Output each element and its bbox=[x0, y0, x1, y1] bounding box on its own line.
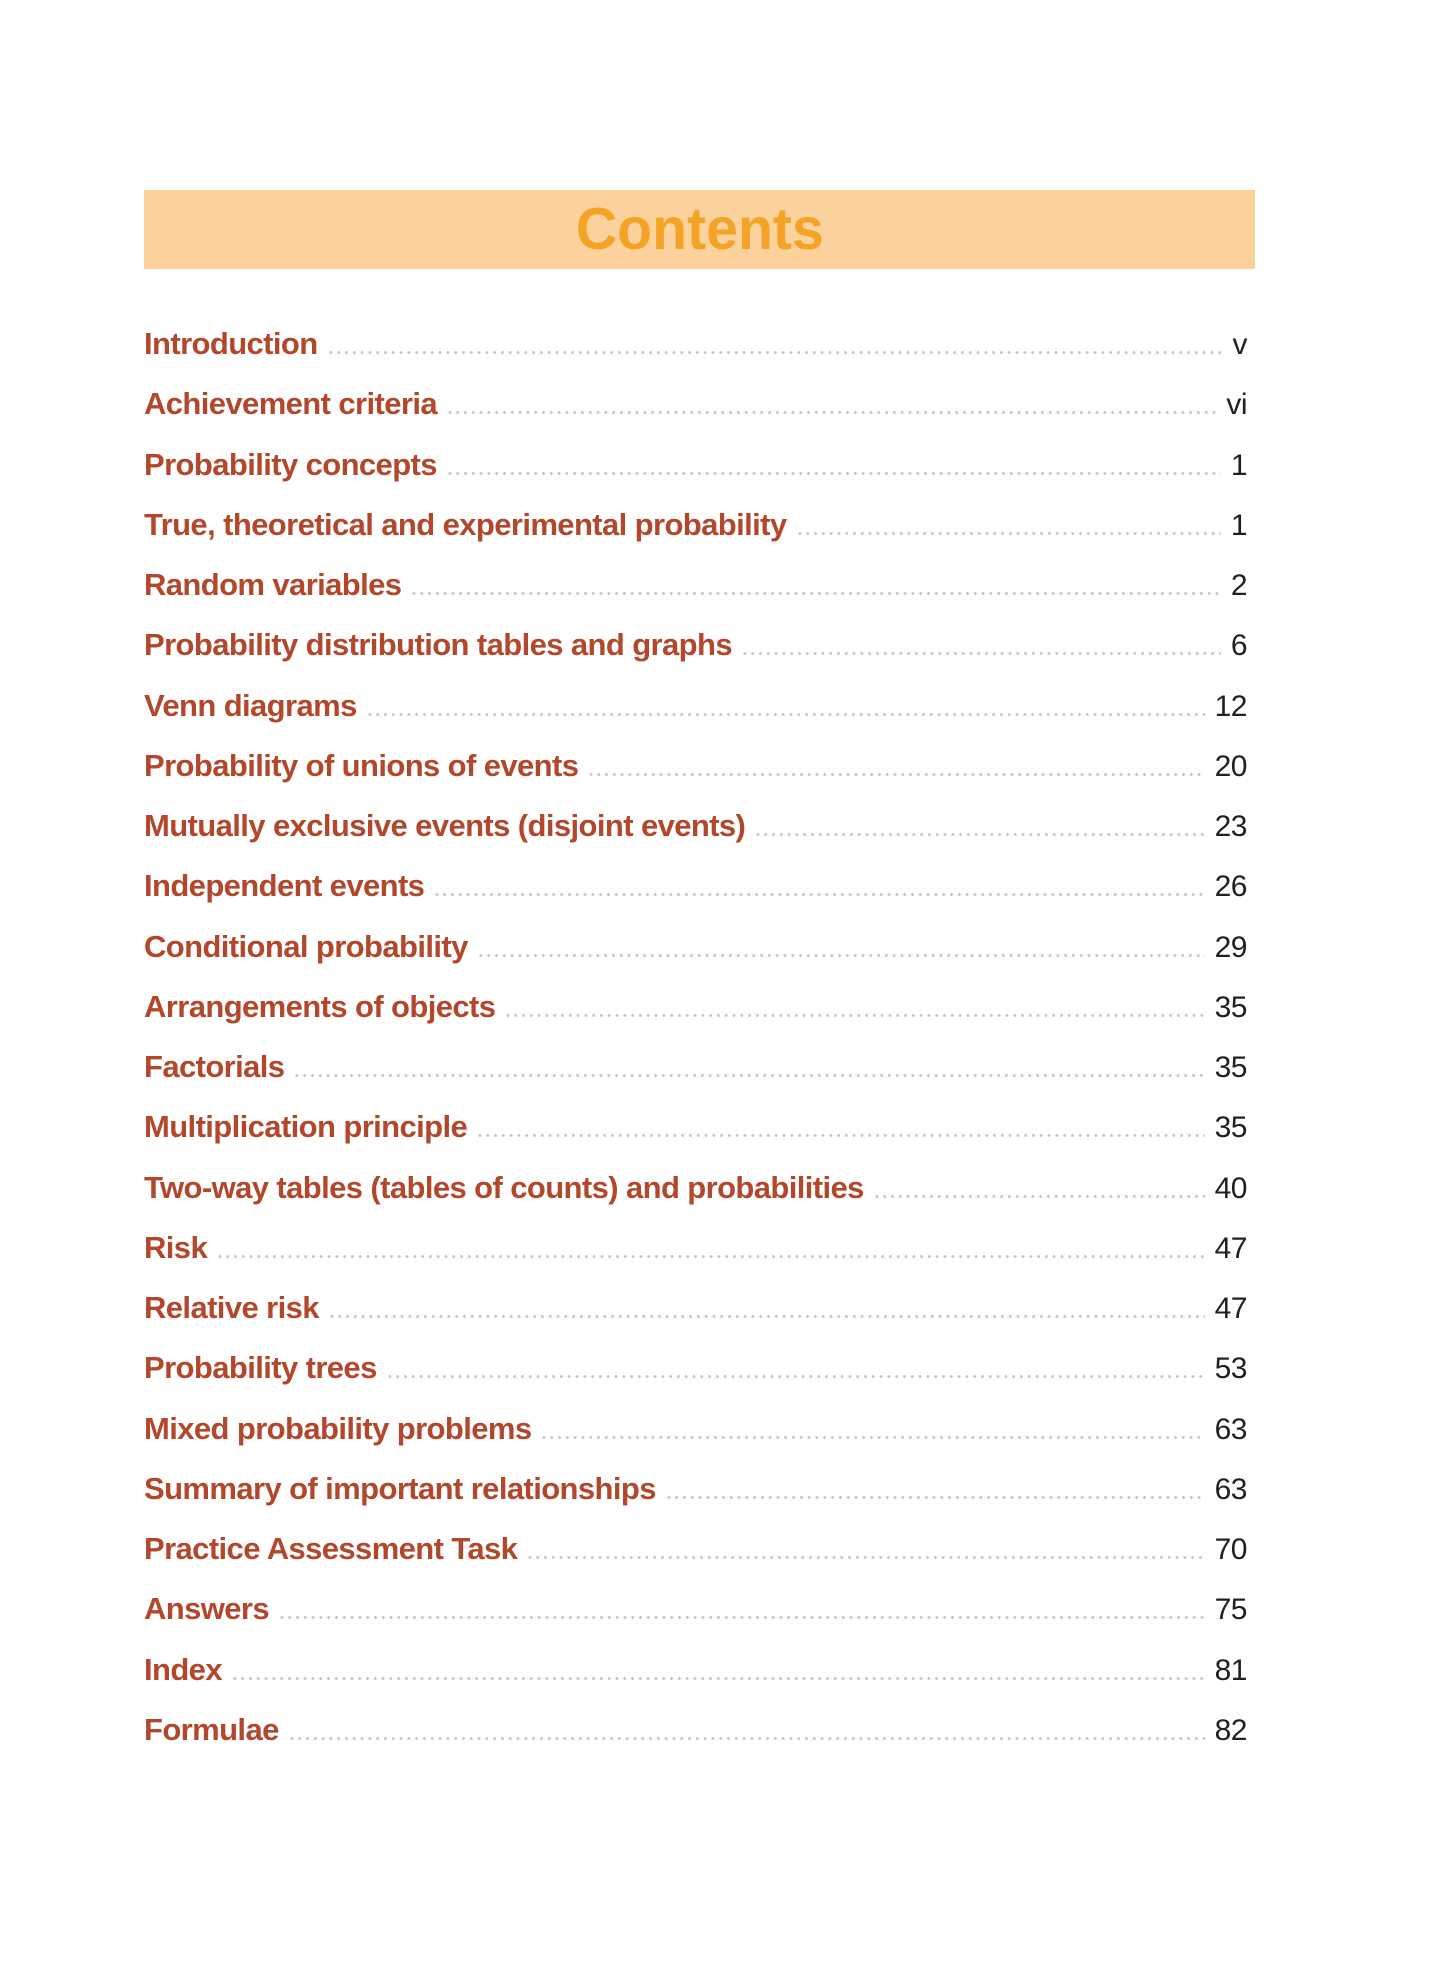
toc-entry-title: Mixed probability problems bbox=[144, 1410, 532, 1446]
toc-entry bbox=[144, 856, 1255, 916]
toc-page-number: 35 bbox=[1214, 1111, 1247, 1145]
toc-entry bbox=[144, 555, 1255, 615]
toc-entry bbox=[144, 374, 1255, 434]
toc-entry bbox=[144, 1097, 1255, 1157]
toc-page-number: 35 bbox=[1214, 990, 1247, 1024]
toc-entry bbox=[144, 314, 1255, 374]
toc-entry bbox=[144, 1700, 1255, 1760]
toc-dotted-leader bbox=[587, 773, 1204, 776]
toc-page-number: 20 bbox=[1214, 749, 1247, 783]
toc-entry-title: Mutually exclusive events (disjoint events) bbox=[144, 808, 746, 843]
toc-entry bbox=[144, 1278, 1255, 1338]
toc-entry-title: Achievement criteria bbox=[144, 386, 437, 422]
toc-page-number: 26 bbox=[1214, 870, 1247, 904]
toc-page-number: 63 bbox=[1214, 1412, 1247, 1446]
toc-page-number: 47 bbox=[1214, 1231, 1247, 1265]
toc-entry-title: Conditional probability bbox=[144, 928, 468, 964]
toc-page-number: 47 bbox=[1214, 1292, 1247, 1325]
toc-dotted-leader bbox=[433, 893, 1204, 896]
toc-page-number: 53 bbox=[1214, 1352, 1247, 1386]
toc-page-number: 12 bbox=[1214, 689, 1247, 723]
toc-entry bbox=[144, 1459, 1255, 1519]
toc-dotted-leader bbox=[796, 532, 1221, 535]
toc-entry-title: Random variables bbox=[144, 567, 402, 602]
toc-entry bbox=[144, 736, 1255, 796]
toc-dotted-leader bbox=[410, 592, 1220, 595]
toc-entry-title: Factorials bbox=[144, 1049, 285, 1084]
toc-page-number: 40 bbox=[1214, 1171, 1247, 1205]
toc-entry bbox=[144, 1158, 1255, 1218]
toc-page-number: 29 bbox=[1214, 930, 1247, 964]
toc-entry bbox=[144, 1399, 1255, 1459]
toc-entry-title: Probability trees bbox=[144, 1350, 377, 1386]
toc-list bbox=[144, 314, 1255, 1760]
toc-entry-title: True, theoretical and experimental probability bbox=[144, 506, 787, 542]
toc-entry-title: Probability distribution tables and graphs bbox=[144, 627, 732, 663]
toc-entry-title: Summary of important relationships bbox=[144, 1470, 656, 1506]
toc-entry-title: Relative risk bbox=[144, 1290, 319, 1325]
toc-dotted-leader bbox=[504, 1014, 1204, 1017]
toc-entry-title: Multiplication principle bbox=[144, 1109, 468, 1145]
toc-page-number: 75 bbox=[1214, 1593, 1247, 1627]
toc-dotted-leader bbox=[665, 1496, 1205, 1499]
toc-dotted-leader bbox=[741, 652, 1221, 655]
toc-dotted-leader bbox=[288, 1737, 1205, 1740]
page-title: Contents bbox=[575, 196, 824, 262]
toc-entry-title: Answers bbox=[144, 1591, 270, 1627]
toc-entry bbox=[144, 495, 1255, 555]
toc-dotted-leader bbox=[476, 1134, 1204, 1137]
contents-banner bbox=[144, 190, 1255, 269]
toc-page-number: 6 bbox=[1230, 629, 1247, 663]
toc-entry bbox=[144, 917, 1255, 977]
toc-entry bbox=[144, 1037, 1255, 1097]
toc-entry-title: Index bbox=[144, 1651, 222, 1687]
toc-dotted-leader bbox=[386, 1375, 1205, 1378]
toc-dotted-leader bbox=[446, 472, 1221, 475]
toc-dotted-leader bbox=[477, 954, 1205, 957]
toc-entry-title: Independent events bbox=[144, 868, 425, 904]
toc-entry bbox=[144, 977, 1255, 1037]
toc-page-number: 2 bbox=[1230, 569, 1247, 602]
toc-entry-title: Practice Assessment Task bbox=[144, 1531, 518, 1566]
toc-entry bbox=[144, 1640, 1255, 1700]
toc-page-number: 82 bbox=[1214, 1713, 1247, 1747]
toc-dotted-leader bbox=[327, 351, 1223, 354]
toc-dotted-leader bbox=[446, 411, 1216, 414]
toc-entry-title: Introduction bbox=[144, 326, 318, 361]
toc-dotted-leader bbox=[526, 1556, 1204, 1559]
toc-page-number: 70 bbox=[1214, 1533, 1247, 1566]
toc-page-number: 81 bbox=[1214, 1653, 1247, 1687]
toc-entry bbox=[144, 676, 1255, 736]
toc-dotted-leader bbox=[216, 1255, 1205, 1258]
toc-dotted-leader bbox=[754, 833, 1204, 836]
toc-entry-title: Probability of unions of events bbox=[144, 747, 579, 783]
toc-dotted-leader bbox=[278, 1616, 1205, 1619]
toc-entry bbox=[144, 1519, 1255, 1579]
toc-page-number: 1 bbox=[1230, 508, 1247, 542]
toc-entry-title: Venn diagrams bbox=[144, 687, 357, 723]
toc-dotted-leader bbox=[873, 1195, 1205, 1198]
toc-entry bbox=[144, 1218, 1255, 1278]
toc-entry bbox=[144, 1579, 1255, 1639]
toc-entry bbox=[144, 796, 1255, 856]
toc-page-number: 1 bbox=[1230, 448, 1247, 482]
toc-dotted-leader bbox=[328, 1315, 1205, 1318]
toc-page-number: 35 bbox=[1214, 1051, 1247, 1084]
toc-entry bbox=[144, 435, 1255, 495]
toc-entry-title: Arrangements of objects bbox=[144, 988, 496, 1024]
toc-dotted-leader bbox=[366, 713, 1205, 716]
toc-entry-title: Risk bbox=[144, 1229, 208, 1265]
toc-entry-title: Formulae bbox=[144, 1711, 279, 1747]
toc-entry bbox=[144, 615, 1255, 675]
toc-page-number: 23 bbox=[1214, 810, 1247, 843]
toc-page-number: v bbox=[1232, 328, 1247, 361]
toc-entry bbox=[144, 1338, 1255, 1398]
toc-page-number: vi bbox=[1226, 388, 1247, 422]
toc-entry-title: Two-way tables (tables of counts) and probabilities bbox=[144, 1169, 864, 1205]
toc-dotted-leader bbox=[540, 1436, 1204, 1439]
toc-entry-title: Probability concepts bbox=[144, 446, 437, 482]
toc-dotted-leader bbox=[231, 1677, 1205, 1680]
toc-page-number: 63 bbox=[1214, 1472, 1247, 1506]
toc-dotted-leader bbox=[293, 1074, 1204, 1077]
